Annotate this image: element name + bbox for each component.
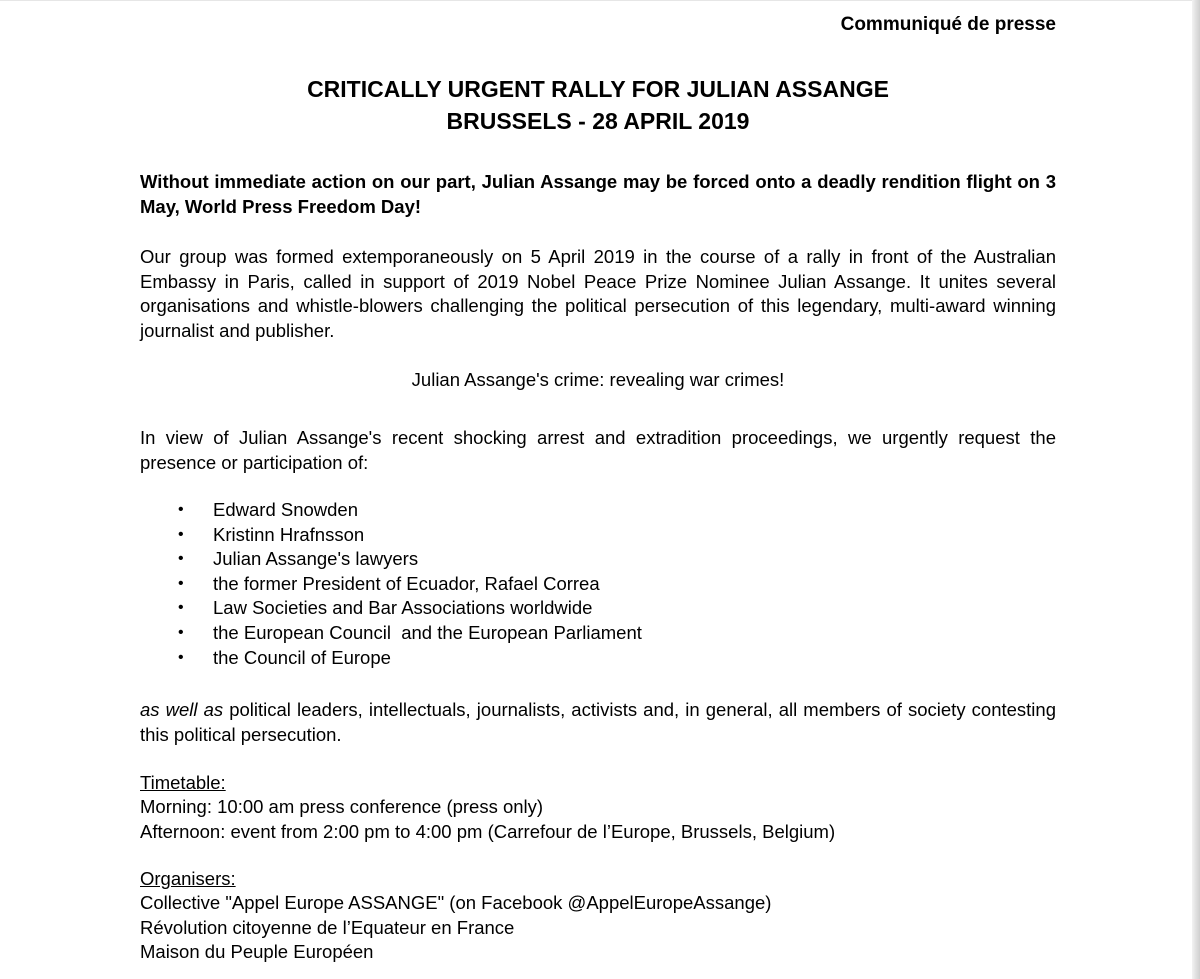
page-top-edge — [0, 0, 1200, 1]
timetable-section — [140, 771, 1056, 844]
document-title-line-2: BRUSSELS - 28 APRIL 2019 — [446, 108, 750, 134]
bullet-icon: • — [178, 550, 184, 568]
organisers-section — [140, 867, 1056, 964]
list-item: • Julian Assange's lawyers — [140, 547, 1056, 572]
timetable-afternoon: Afternoon: event from 2:00 pm to 4:00 pm (Carrefour de l’Europe, Brussels, Belgium) — [140, 820, 836, 842]
document-title-line-1: CRITICALLY URGENT RALLY FOR JULIAN ASSANGE — [307, 76, 889, 102]
group-description-paragraph: Our group was formed extemporaneously on 5 April 2019 in the course of a rally in front of the Australian Embassy in Paris, called in support of 2019 Nobel Peace Prize Nominee Julian Assange. It unites several organisations and whistle-blowers challenging the political persecution of this legendary, multi-award winning journalist and publisher. — [140, 246, 1056, 341]
organiser-item: Révolution citoyenne de l’Equateur en France — [140, 916, 515, 938]
request-intro-paragraph: In view of Julian Assange's recent shocking arrest and extradition proceedings, we urgently request the presence or participation of: — [140, 427, 1056, 473]
organisers-heading: Organisers: — [140, 868, 236, 889]
participants-list — [140, 498, 1056, 670]
as-well-as-paragraph — [140, 698, 1056, 747]
crime-statement: Julian Assange's crime: revealing war crimes! — [411, 369, 785, 390]
organiser-item: Collective "Appel Europe ASSANGE" (on Facebook @AppelEuropeAssange) — [140, 892, 772, 914]
bullet-icon: • — [178, 599, 184, 617]
bullet-icon: • — [178, 623, 184, 641]
timetable-morning: Morning: 10:00 am press conference (press only) — [140, 796, 544, 818]
bullet-icon: • — [178, 648, 184, 666]
as-well-as-text: political leaders, intellectuals, journalists, activists and, in general, all members of society contesting this political persecution. — [140, 699, 1056, 745]
list-item: • Kristinn Hrafnsson — [140, 523, 1056, 548]
page-right-edge — [1192, 0, 1200, 979]
bullet-icon: • — [178, 501, 184, 518]
timetable-heading: Timetable: — [140, 772, 226, 793]
bullet-icon: • — [178, 574, 184, 592]
list-item: • the European Council and the European Parliament — [140, 621, 1056, 646]
intro-bold-paragraph: Without immediate action on our part, Julian Assange may be forced onto a deadly rendition flight on 3 May, World Press Freedom Day! — [140, 171, 1056, 217]
list-item: • Law Societies and Bar Associations worldwide — [140, 596, 1056, 621]
bullet-icon: • — [178, 525, 184, 543]
press-release-label: Communiqué de presse — [840, 14, 1056, 35]
list-item: • Edward Snowden — [140, 498, 1056, 523]
organiser-item: Maison du Peuple Européen — [140, 940, 374, 962]
list-item: • the former President of Ecuador, Rafael Correa — [140, 572, 1056, 597]
as-well-as-italic: as well as — [140, 699, 224, 720]
list-item: • the Council of Europe — [140, 646, 1056, 671]
